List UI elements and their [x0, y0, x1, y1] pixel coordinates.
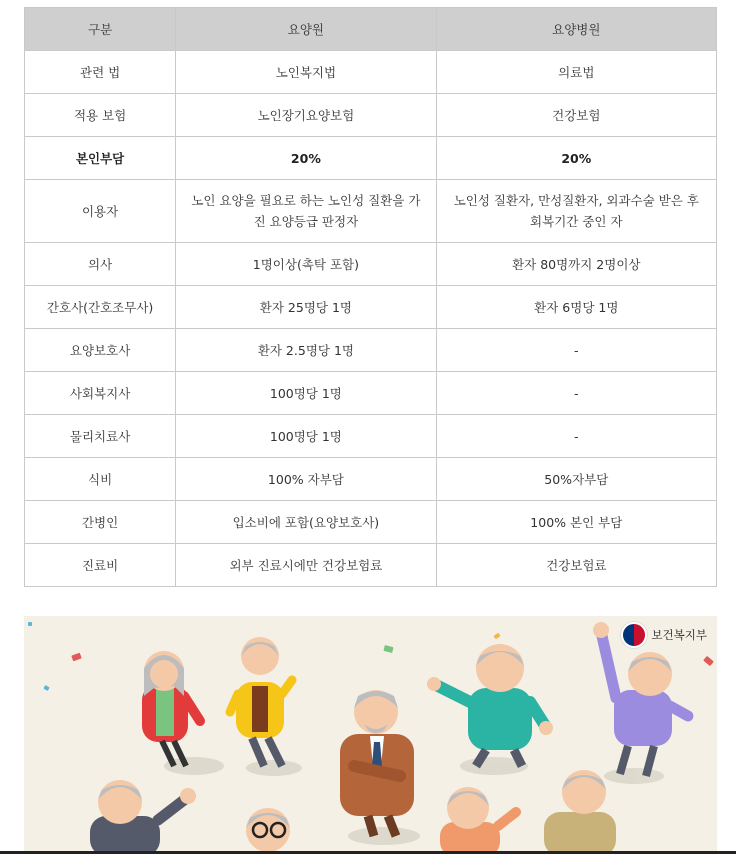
- nursing-hospital-value: 건강보험료: [436, 544, 716, 587]
- nursing-home-value: 1명이상(촉탁 포함): [176, 243, 436, 286]
- nursing-hospital-value: -: [436, 415, 716, 458]
- row-label: 식비: [25, 458, 176, 501]
- table-row: [25, 501, 717, 544]
- nursing-home-value: 100% 자부담: [176, 458, 436, 501]
- row-label: 의사: [25, 243, 176, 286]
- table-row: [25, 458, 717, 501]
- ministry-logo: [621, 622, 707, 648]
- table-row: [25, 94, 717, 137]
- row-label: 진료비: [25, 544, 176, 587]
- row-label: 이용자: [25, 180, 176, 243]
- table-row: [25, 137, 717, 180]
- row-label: 관련 법: [25, 51, 176, 94]
- nursing-home-value: 노인장기요양보험: [176, 94, 436, 137]
- nursing-hospital-value: -: [436, 329, 716, 372]
- person-tan-suit: [544, 770, 616, 852]
- table-row: [25, 329, 717, 372]
- nursing-hospital-value: 환자 80명까지 2명이상: [436, 243, 716, 286]
- table-header-row: [25, 8, 717, 51]
- person-orange: [440, 787, 516, 852]
- nursing-hospital-value: 100% 본인 부담: [436, 501, 716, 544]
- nursing-hospital-value: 노인성 질환자, 만성질환자, 외과수술 받은 후 회복기간 중인 자: [436, 180, 716, 243]
- nursing-hospital-value: 20%: [436, 137, 716, 180]
- row-label: 간병인: [25, 501, 176, 544]
- table-row: [25, 286, 717, 329]
- person-brown-suit: [340, 690, 414, 836]
- person-red-jacket: [142, 651, 200, 766]
- row-label: 적용 보험: [25, 94, 176, 137]
- table-row: [25, 372, 717, 415]
- nursing-hospital-value: 50%자부담: [436, 458, 716, 501]
- nursing-home-value: 환자 25명당 1명: [176, 286, 436, 329]
- taegeuk-logo-icon: [621, 622, 647, 648]
- row-label: 간호사(간호조무사): [25, 286, 176, 329]
- nursing-home-value: 외부 진료시에만 건강보험료: [176, 544, 436, 587]
- person-with-glasses: [246, 808, 290, 852]
- comparison-table: [24, 7, 717, 587]
- person-dark-suit: [90, 780, 196, 852]
- nursing-home-value: 노인복지법: [176, 51, 436, 94]
- nursing-hospital-value: 건강보험: [436, 94, 716, 137]
- header-nursing-home: 요양원: [176, 8, 436, 51]
- nursing-home-value: 100명당 1명: [176, 415, 436, 458]
- nursing-home-value: 노인 요양을 필요로 하는 노인성 질환을 가진 요양등급 판정자: [176, 180, 436, 243]
- header-category: 구분: [25, 8, 176, 51]
- table-row: [25, 51, 717, 94]
- nursing-home-value: 입소비에 포함(요양보호사): [176, 501, 436, 544]
- nursing-hospital-value: 환자 6명당 1명: [436, 286, 716, 329]
- row-label: 요양보호사: [25, 329, 176, 372]
- nursing-home-value: 환자 2.5명당 1명: [176, 329, 436, 372]
- nursing-hospital-value: 의료법: [436, 51, 716, 94]
- header-nursing-hospital: 요양병원: [436, 8, 716, 51]
- elderly-people-illustration: [24, 616, 717, 852]
- illustration-banner: [24, 616, 717, 852]
- row-label: 사회복지사: [25, 372, 176, 415]
- table-row: [25, 243, 717, 286]
- person-yellow-jacket: [230, 637, 292, 766]
- table-row: [25, 180, 717, 243]
- nursing-home-value: 20%: [176, 137, 436, 180]
- row-label: 물리치료사: [25, 415, 176, 458]
- table-row: [25, 544, 717, 587]
- row-label: 본인부담: [25, 137, 176, 180]
- nursing-home-value: 100명당 1명: [176, 372, 436, 415]
- table-row: [25, 415, 717, 458]
- person-teal-shirt: [427, 644, 553, 766]
- logo-text: 보건복지부: [651, 628, 707, 642]
- nursing-hospital-value: -: [436, 372, 716, 415]
